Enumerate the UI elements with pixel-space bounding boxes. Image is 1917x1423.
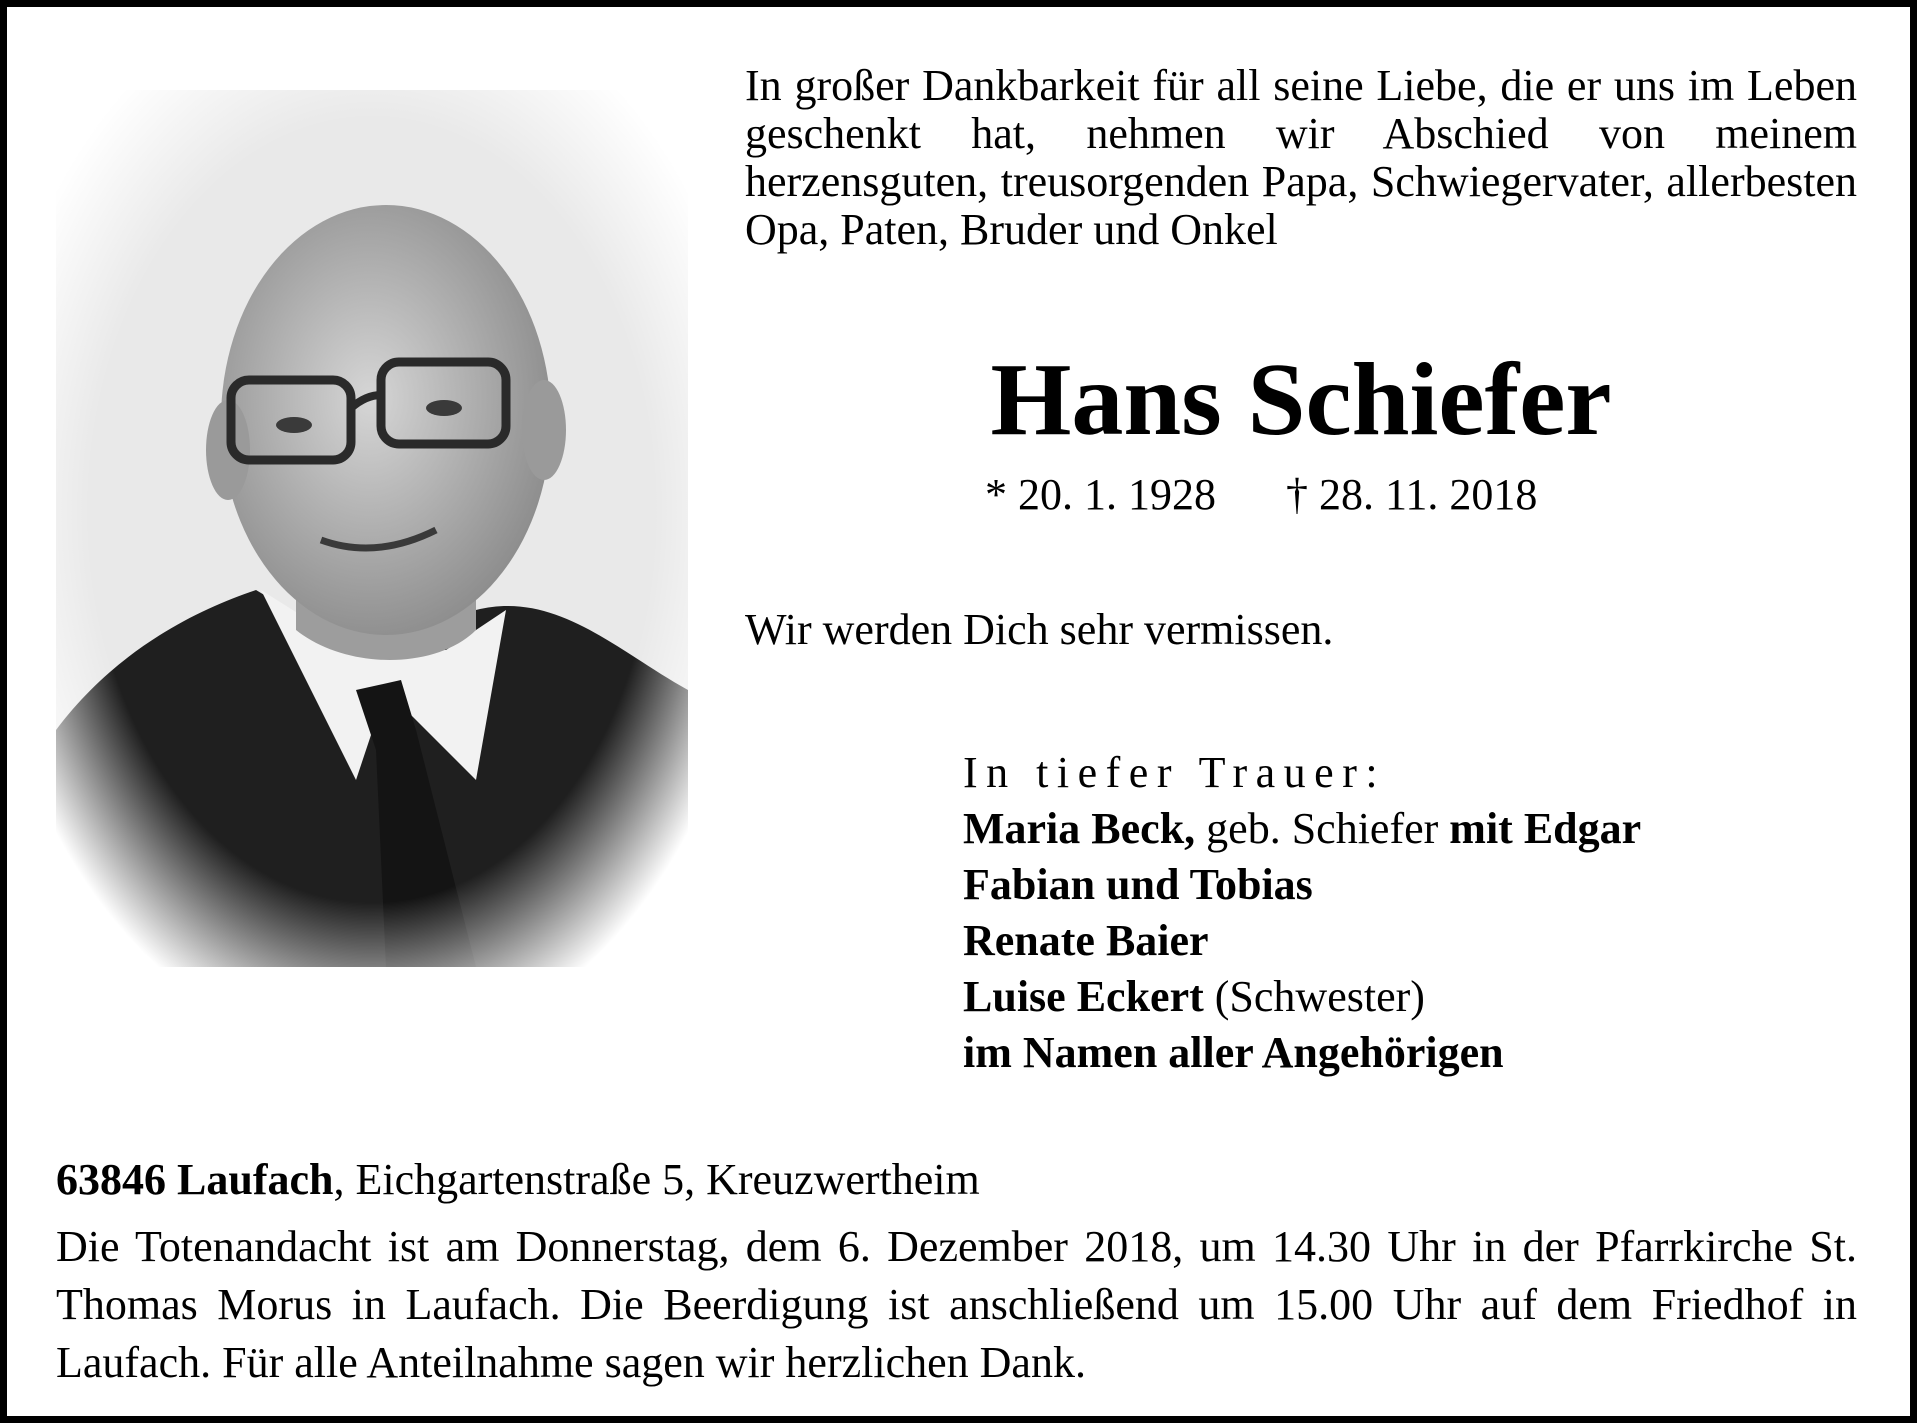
mourner-line-4 bbox=[963, 969, 1863, 1025]
farewell-line: Wir werden Dich sehr vermissen. bbox=[745, 605, 1334, 654]
death-date: † 28. 11. 2018 bbox=[1286, 470, 1538, 519]
life-dates bbox=[985, 470, 1685, 520]
deceased-name: Hans Schiefer bbox=[990, 342, 1612, 457]
address-line bbox=[56, 1155, 980, 1205]
mourner-line-1 bbox=[963, 801, 1863, 857]
address-street: , Eichgartenstraße 5, Kreuzwertheim bbox=[333, 1155, 980, 1204]
mourner-line-2 bbox=[963, 857, 1863, 913]
mourner-name-luise: Luise Eckert bbox=[963, 972, 1204, 1021]
service-details: Die Totenandacht ist am Donnerstag, dem 6. Dezember 2018, um 14.30 Uhr in der Pfarrkirche St. Thomas Morus in Laufach. Die Beerdigung ist anschließend um 15.00 Uhr auf dem Friedhof in Laufach. Für alle Anteilnahme sagen wir herzlichen Dank. bbox=[56, 1222, 1857, 1387]
mourner-line-3 bbox=[963, 913, 1863, 969]
mourner-maiden-name: geb. Schiefer bbox=[1195, 804, 1450, 853]
mourner-line-5 bbox=[963, 1025, 1863, 1081]
mourner-name-renate: Renate Baier bbox=[963, 916, 1209, 965]
mourner-name-maria: Maria Beck, bbox=[963, 804, 1196, 853]
intro-text: In großer Dankbarkeit für all seine Liebe, die er uns im Leben geschenkt hat, nehmen wir Abschied von meinem herzensguten, treusorgenden Papa, Schwiegervater, allerbesten Opa, Paten, Bruder und Onkel bbox=[745, 61, 1857, 254]
address-city: 63846 Laufach bbox=[56, 1155, 334, 1204]
mourners-heading: In tiefer Trauer: bbox=[963, 748, 1387, 797]
mourner-relatives: im Namen aller Angehörigen bbox=[963, 1028, 1504, 1077]
mourner-grandchildren: Fabian und Tobias bbox=[963, 860, 1313, 909]
birth-date: * 20. 1. 1928 bbox=[985, 470, 1216, 519]
mourner-relation: (Schwester) bbox=[1203, 972, 1425, 1021]
mourners-block bbox=[963, 745, 1863, 1081]
mourner-partner: mit Edgar bbox=[1449, 804, 1642, 853]
portrait-photo bbox=[56, 90, 688, 967]
